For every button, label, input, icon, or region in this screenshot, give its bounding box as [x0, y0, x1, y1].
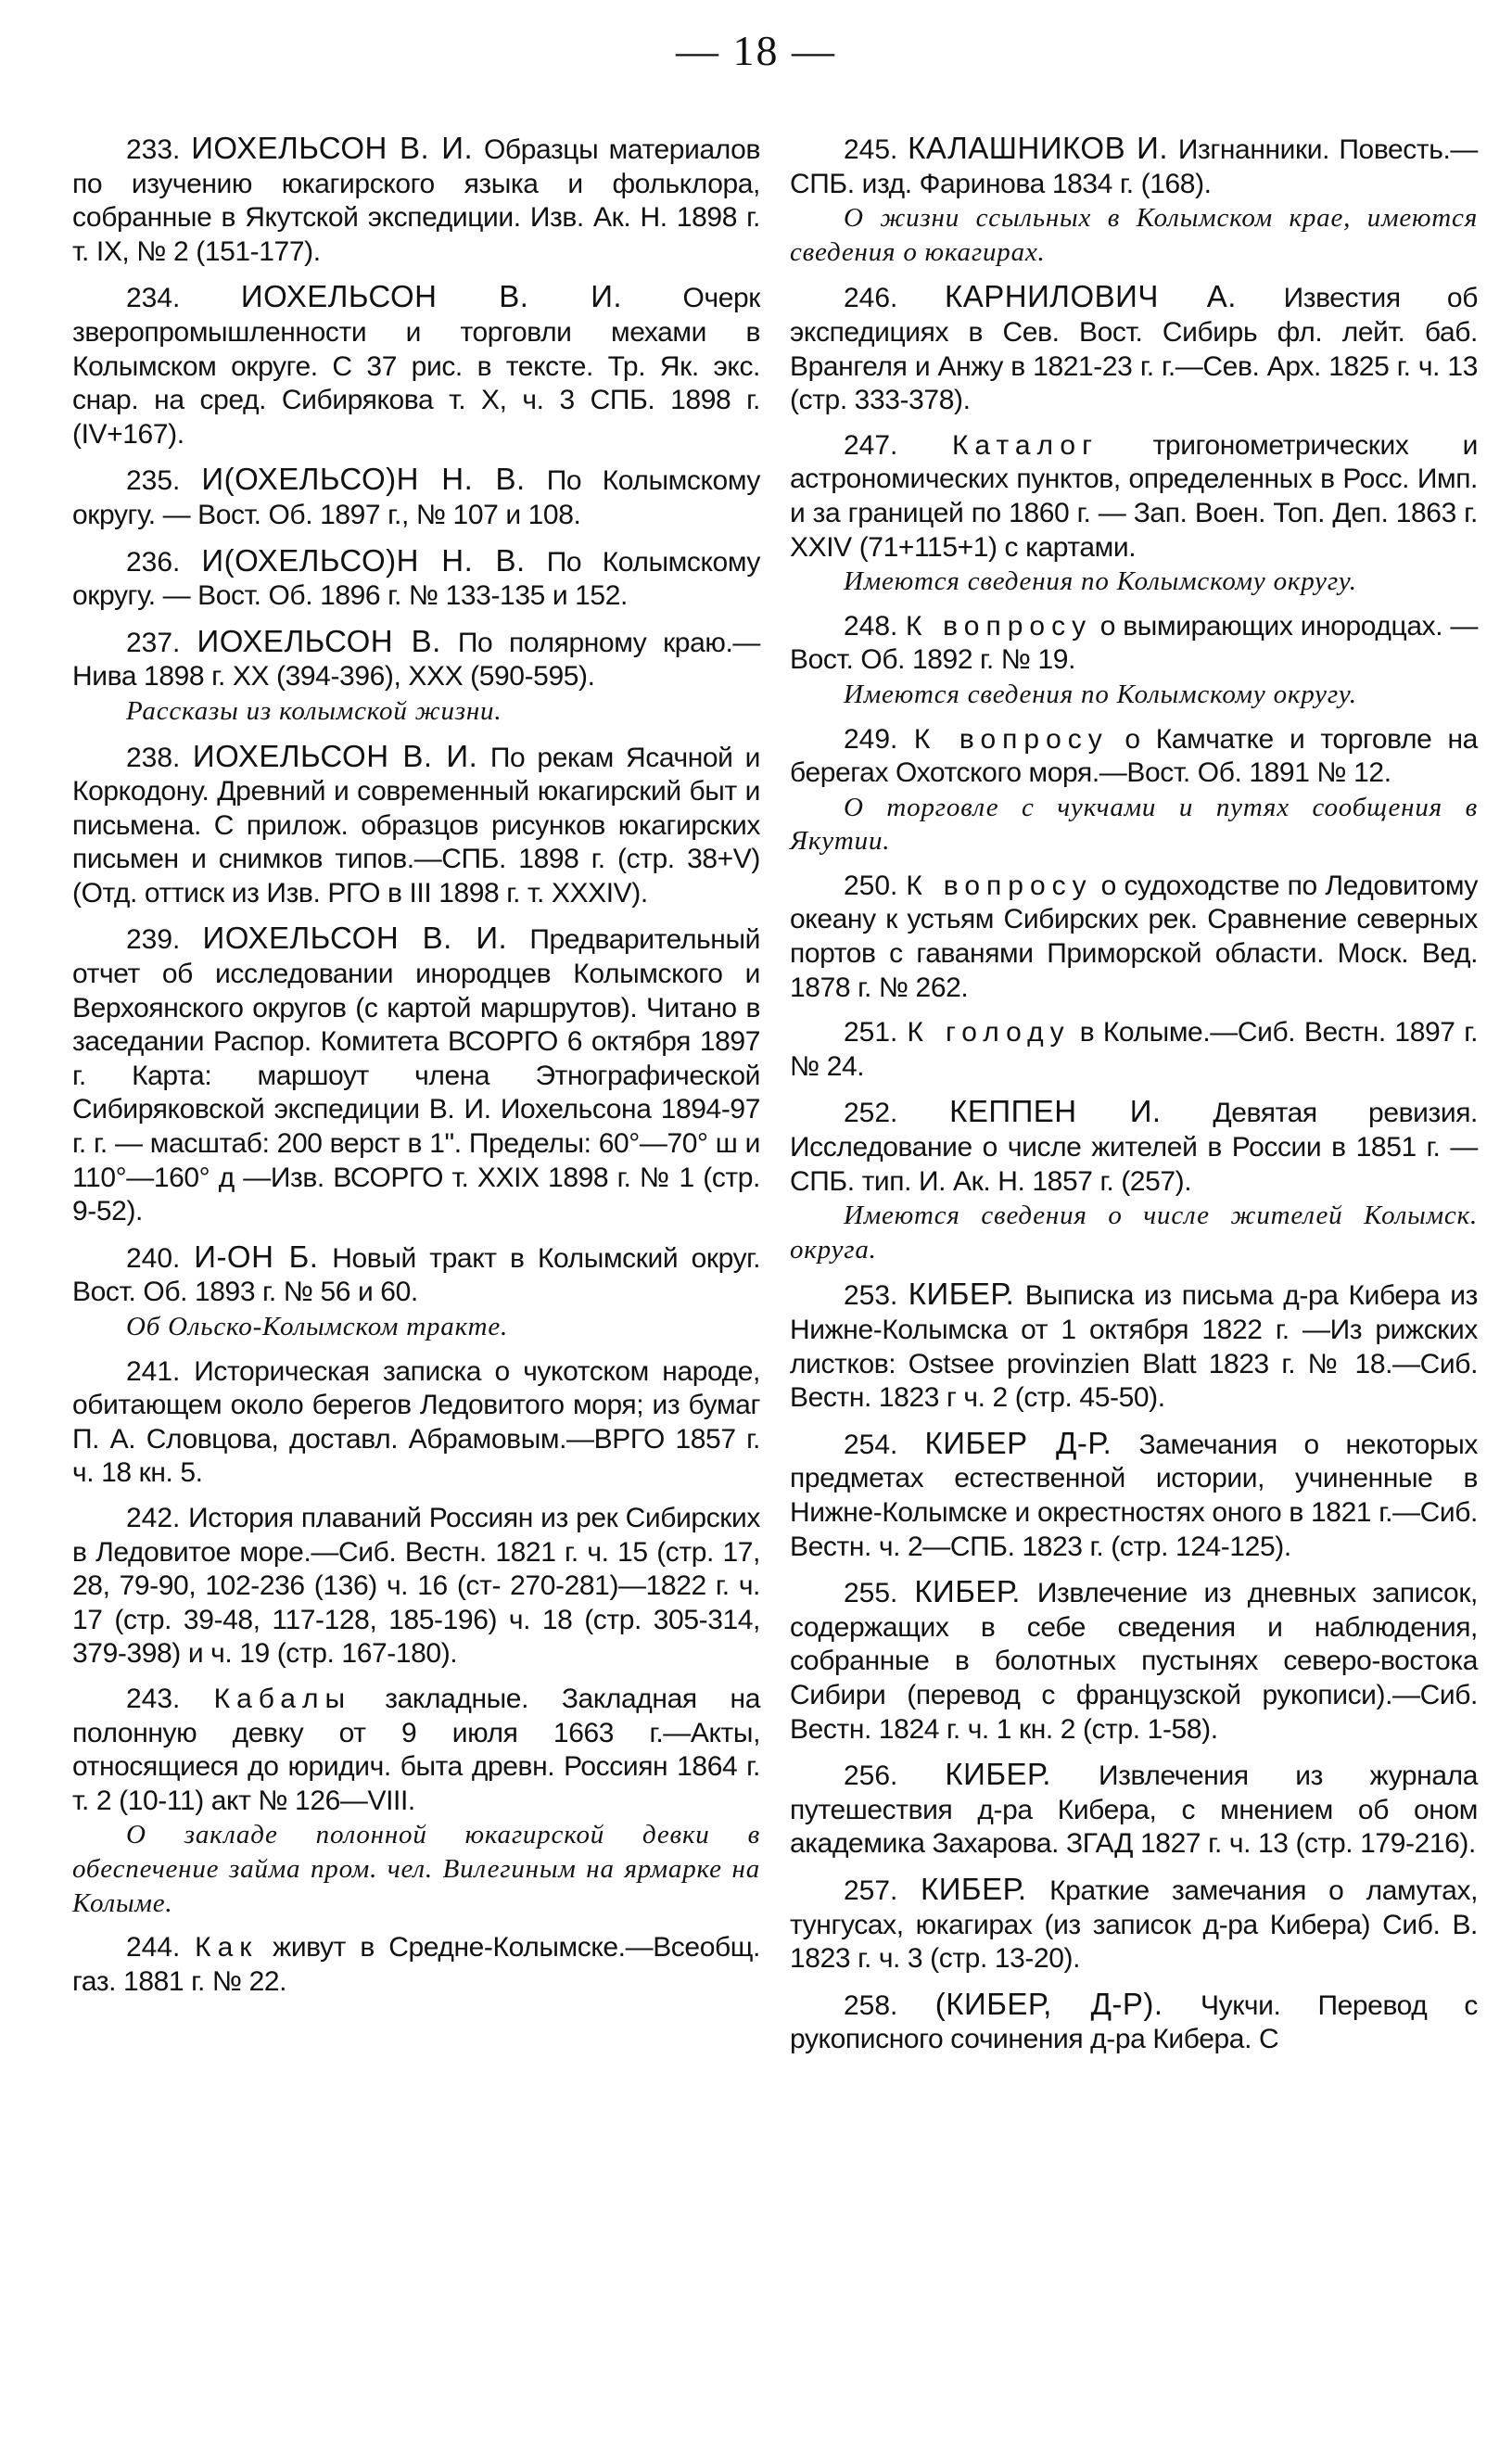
entry-author: И(ОХЕЛЬСО)Н Н. В. — [201, 462, 526, 497]
entry-author: ИОХЕЛЬСОН В. И. — [240, 279, 623, 314]
bibliography-entry — [72, 1355, 760, 1491]
bibliography-entry — [72, 280, 760, 451]
entry-number: 248. — [844, 610, 898, 642]
entry-author: КАРНИЛОВИЧ А. — [945, 279, 1237, 314]
entry-text: По полярному краю.—Нива 1898 г. XX (394-396), XXX (590-595). — [72, 627, 761, 693]
entry-text: Извлечения из журнала путешествия д-ра Кибера, с мнением об оном академика Захарова. ЗГАД 1827 г. ч. 13 (стр. 179-216). — [790, 1760, 1479, 1860]
entry-text: По рекам Ясачной и Коркодону. Древний и современный юкагирский быт и письмена. С прилож. образцов рисунков юкагирских письмен и снимков типов.—СПБ. 1898 г. (стр. 38+V) (Отд. оттиск из Изв. РГО в III 1898 г. т. XXXIV). — [72, 742, 760, 909]
entry-text: Изгнанники. Повесть.—СПБ. изд. Фаринова 1834 г. (168). — [790, 134, 1479, 199]
entry-number: 234. — [126, 283, 181, 314]
bibliography-entry — [72, 1240, 760, 1344]
bibliography-entry — [72, 1502, 760, 1671]
bibliography-entry — [790, 723, 1478, 858]
entry-number: 250. — [844, 870, 898, 901]
bibliography-entry — [790, 1016, 1478, 1084]
bibliography-entry — [72, 544, 760, 614]
entry-spaced-title: Каталог — [951, 429, 1099, 461]
entry-number: 251. — [844, 1017, 898, 1049]
entry-spaced-title: К вопросу — [906, 610, 1093, 642]
bibliography-entry — [72, 625, 760, 729]
entry-annotation: Имеются сведения по Колымскому округу. — [844, 679, 1357, 709]
entry-annotation: О закладе полонной юкагирской девки в обеспечение займа пром. чел. Вилегиным на ярмарке на Колыме. — [72, 1820, 760, 1918]
bibliography-entry — [790, 610, 1478, 712]
entry-text: Историческая записка о чукотском народе, обитающем около берегов Ледовитого моря; из бумаг П. А. Словцова, доставл. Абрамовым.—ВРГО 1857 г. ч. 18 кн. 5. — [72, 1355, 760, 1489]
entry-annotation: Об Ольско-Колымском тракте. — [126, 1312, 509, 1341]
entry-author: КИБЕР. — [920, 1871, 1027, 1906]
bibliography-entry — [72, 921, 760, 1228]
bibliography-entry — [790, 870, 1478, 1005]
bibliography-entry — [72, 1683, 760, 1920]
entry-number: 233. — [126, 134, 181, 165]
entry-author: И(ОХЕЛЬСО)Н Н. В. — [201, 542, 526, 578]
entry-text: Новый тракт в Колымский округ. Вост. Об. 1893 г. № 56 и 60. — [72, 1242, 760, 1308]
entry-text: о судоходстве по Ледовитому океану к устьям Сибирских рек. Сравнение северных портов с гаванями Приморской области. Моск. Вед. 1878 г. № 262. — [790, 870, 1478, 1003]
entry-number: 258. — [844, 1989, 898, 2021]
entry-author: КАЛАШНИКОВ И. — [908, 131, 1169, 165]
entry-text: о вымирающих инородцах. — Вост. Об. 1892 г. № 19. — [790, 610, 1478, 676]
entry-number: 249. — [844, 723, 898, 755]
entry-number: 245. — [844, 134, 898, 165]
entry-number: 238. — [126, 742, 181, 773]
left-column — [72, 132, 760, 2010]
entry-text: История плаваний Россиян из рек Сибирских в Ледовитое море.—Сиб. Вестн. 1821 г. ч. 15 (стр. 17, 28, 79-90, 102-236 (136) ч. 16 (ст- 270-281)—1822 г. ч. 17 (стр. 39-48, 117-128, 185-196) ч. 18 (стр. 305-314, 379-398) и ч. 19 (стр. 167-180). — [72, 1502, 760, 1670]
entry-text: По Колымскому округу. — Вост. Об. 1897 г., № 107 и 108. — [72, 465, 760, 530]
entry-number: 240. — [126, 1242, 181, 1274]
bibliography-entry — [790, 429, 1478, 599]
bibliography-entry — [790, 1758, 1478, 1862]
entry-author: ИОХЕЛЬСОН В. И. — [202, 921, 508, 956]
right-column — [790, 132, 1478, 2068]
entry-number: 257. — [844, 1875, 898, 1906]
entry-text: Чукчи. Перевод с рукописного сочинения д-ра Кибера. С — [790, 1989, 1478, 2055]
entry-author: КИБЕР. — [914, 1574, 1021, 1609]
entry-spaced-title: Кабалы — [213, 1683, 352, 1714]
entry-author: ИОХЕЛЬСОН В. — [197, 623, 441, 658]
entry-spaced-title: К вопросу — [913, 723, 1109, 755]
entry-number: 253. — [844, 1280, 898, 1312]
bibliography-entry — [790, 1277, 1478, 1415]
entry-text: Очерк зверопромышленности и торговли мехами в Колымском округе. С 37 рис. в тексте. Тр. Як. экс. снар. на сред. Сибирякова т. X, ч. 3 СПБ. 1898 г. (IV+167). — [72, 283, 760, 450]
entry-text: Девятая ревизия. Исследование о числе жителей в России в 1851 г. — СПБ. тип. И. Ак. Н. 1857 г. (257). — [790, 1098, 1478, 1197]
bibliography-entry — [790, 1988, 1478, 2057]
entry-number: 256. — [844, 1760, 898, 1792]
entry-text: тригонометрических и астрономических пунктов, определенных в Росс. Имп. и за границей по 1860 г. — Зап. Воен. Топ. Деп. 1863 г. XXIV (71+115+1) с картами. — [790, 429, 1478, 563]
bibliography-entry — [790, 132, 1478, 269]
entry-number: 254. — [844, 1429, 898, 1460]
entry-text: о Камчатке и торговле на берегах Охотского моря.—Вост. Об. 1891 № 12. — [790, 723, 1478, 789]
entry-text: Предварительный отчет об исследовании инородцев Колымского и Верхоянского округов (с картой маршрутов). Читано в заседании Распор. Комитета ВСОРГО 6 октября 1897 г. Карта: маршоут члена Этнографической Сибиряковской экспедиции В. И. Иохельсона 1894-97 г. г. — масштаб: 200 верст в 1". Пределы: 60°—70° ш и 110°—160° д —Изв. ВСОРГО т. XXIX 1898 г. № 1 (стр. 9-52). — [72, 924, 760, 1227]
entry-author: КЕППЕН И. — [949, 1094, 1162, 1129]
entry-annotation: Имеются сведения о числе жителей Колымск. округа. — [790, 1201, 1478, 1265]
entry-author: КИБЕР. — [945, 1757, 1051, 1792]
bibliography-entry — [790, 1575, 1478, 1747]
entry-number: 239. — [126, 924, 181, 956]
bibliography-entry — [72, 740, 760, 911]
entry-number: 236. — [126, 546, 181, 578]
entry-text: Замечания о некоторых предметах естественной истории, учиненные в Нижне-Колымске и окрестностях оного в 1821 г.—Сиб. Вестн. ч. 2—СПБ. 1823 г. (стр. 124-125). — [790, 1429, 1479, 1562]
bibliography-entry — [790, 280, 1478, 417]
entry-number: 244. — [126, 1932, 181, 1964]
entry-spaced-title: К вопросу — [906, 870, 1093, 901]
entry-number: 235. — [126, 465, 181, 497]
bibliography-entry — [790, 1427, 1478, 1564]
bibliography-entry — [790, 1095, 1478, 1266]
entry-text: в Колыме.—Сиб. Вестн. 1897 г. № 24. — [790, 1017, 1479, 1082]
entry-spaced-title: Как — [195, 1932, 259, 1964]
entry-author: КИБЕР Д-Р. — [924, 1425, 1112, 1460]
entry-number: 241. — [126, 1355, 181, 1387]
entry-number: 242. — [126, 1502, 181, 1533]
bibliography-entry — [72, 132, 760, 269]
page-number: — 18 — — [676, 27, 836, 74]
entry-annotation: Имеются сведения по Колымскому округу. — [844, 566, 1357, 597]
entry-text: закладные. Закладная на полонную девку от 9 июля 1663 г.—Акты, относящиеся до юридич. быта древн. Россиян 1864 г. т. 2 (10-11) акт № 126—VIII. — [72, 1683, 760, 1816]
entry-text: Краткие замечания о ламутах, тунгусах, юкагирах (из записок д-ра Кибера) Сиб. В. 1823 г. ч. 3 (стр. 13-20). — [790, 1875, 1478, 1975]
bibliography-entry — [790, 1873, 1478, 1976]
entry-author: (КИБЕР, Д-Р). — [934, 1986, 1163, 2021]
entry-author: ИОХЕЛЬСОН В. И. — [192, 738, 478, 773]
entry-annotation: О торговле с чукчами и путях сообщения в Якутии. — [790, 792, 1478, 857]
entry-number: 255. — [844, 1578, 898, 1609]
entry-annotation: Рассказы из колымской жизни. — [126, 695, 502, 726]
entry-text: Извлечение из дневных записок, содержащих в себе сведения и наблюдения, собранные в болотных пустынях северо-востока Сибири (перевод с французской рукописи).—Сиб. Вестн. 1824 г. ч. 1 кн. 2 (стр. 1-58). — [790, 1578, 1478, 1745]
entry-number: 247. — [844, 429, 898, 461]
entry-author: И-ОН Б. — [194, 1239, 319, 1274]
entry-author: КИБЕР. — [908, 1277, 1015, 1312]
entry-number: 246. — [844, 283, 898, 314]
entry-number: 237. — [126, 627, 181, 658]
entry-spaced-title: К голоду — [907, 1017, 1071, 1049]
bibliography-entry — [72, 1931, 760, 1999]
entry-text: Образцы материалов по изучению юкагирского языка и фольклора, собранные в Якутской экспедиции. Изв. Ак. Н. 1898 г. т. IX, № 2 (151-177). — [72, 134, 760, 267]
entry-text: По Колымскому округу. — Вост. Об. 1896 г. № 133-135 и 152. — [72, 546, 760, 612]
bibliography-entry — [72, 463, 760, 532]
entry-text: Известия об экспедициях в Сев. Вост. Сибирь фл. лейт. баб. Врангеля и Анжу в 1821-23 г. г.—Сев. Арх. 1825 г. ч. 13 (стр. 333-378). — [790, 283, 1478, 416]
entry-text: живут в Средне-Колымске.—Всеобщ. газ. 1881 г. № 22. — [72, 1932, 760, 1997]
entry-number: 243. — [126, 1683, 181, 1714]
entry-text: Выписка из письма д-ра Кибера из Нижне-Колымска от 1 октября 1822 г. —Из рижских листков: Ostsee provinzien Blatt 1823 г. № 18.—Сиб. Вестн. 1823 г ч. 2 (стр. 45-50). — [790, 1280, 1478, 1414]
entry-author: ИОХЕЛЬСОН В. И. — [191, 131, 474, 165]
entry-number: 252. — [844, 1098, 898, 1129]
entry-annotation: О жизни ссыльных в Колымском крае, имеются сведения о юкагирах. — [790, 203, 1478, 267]
